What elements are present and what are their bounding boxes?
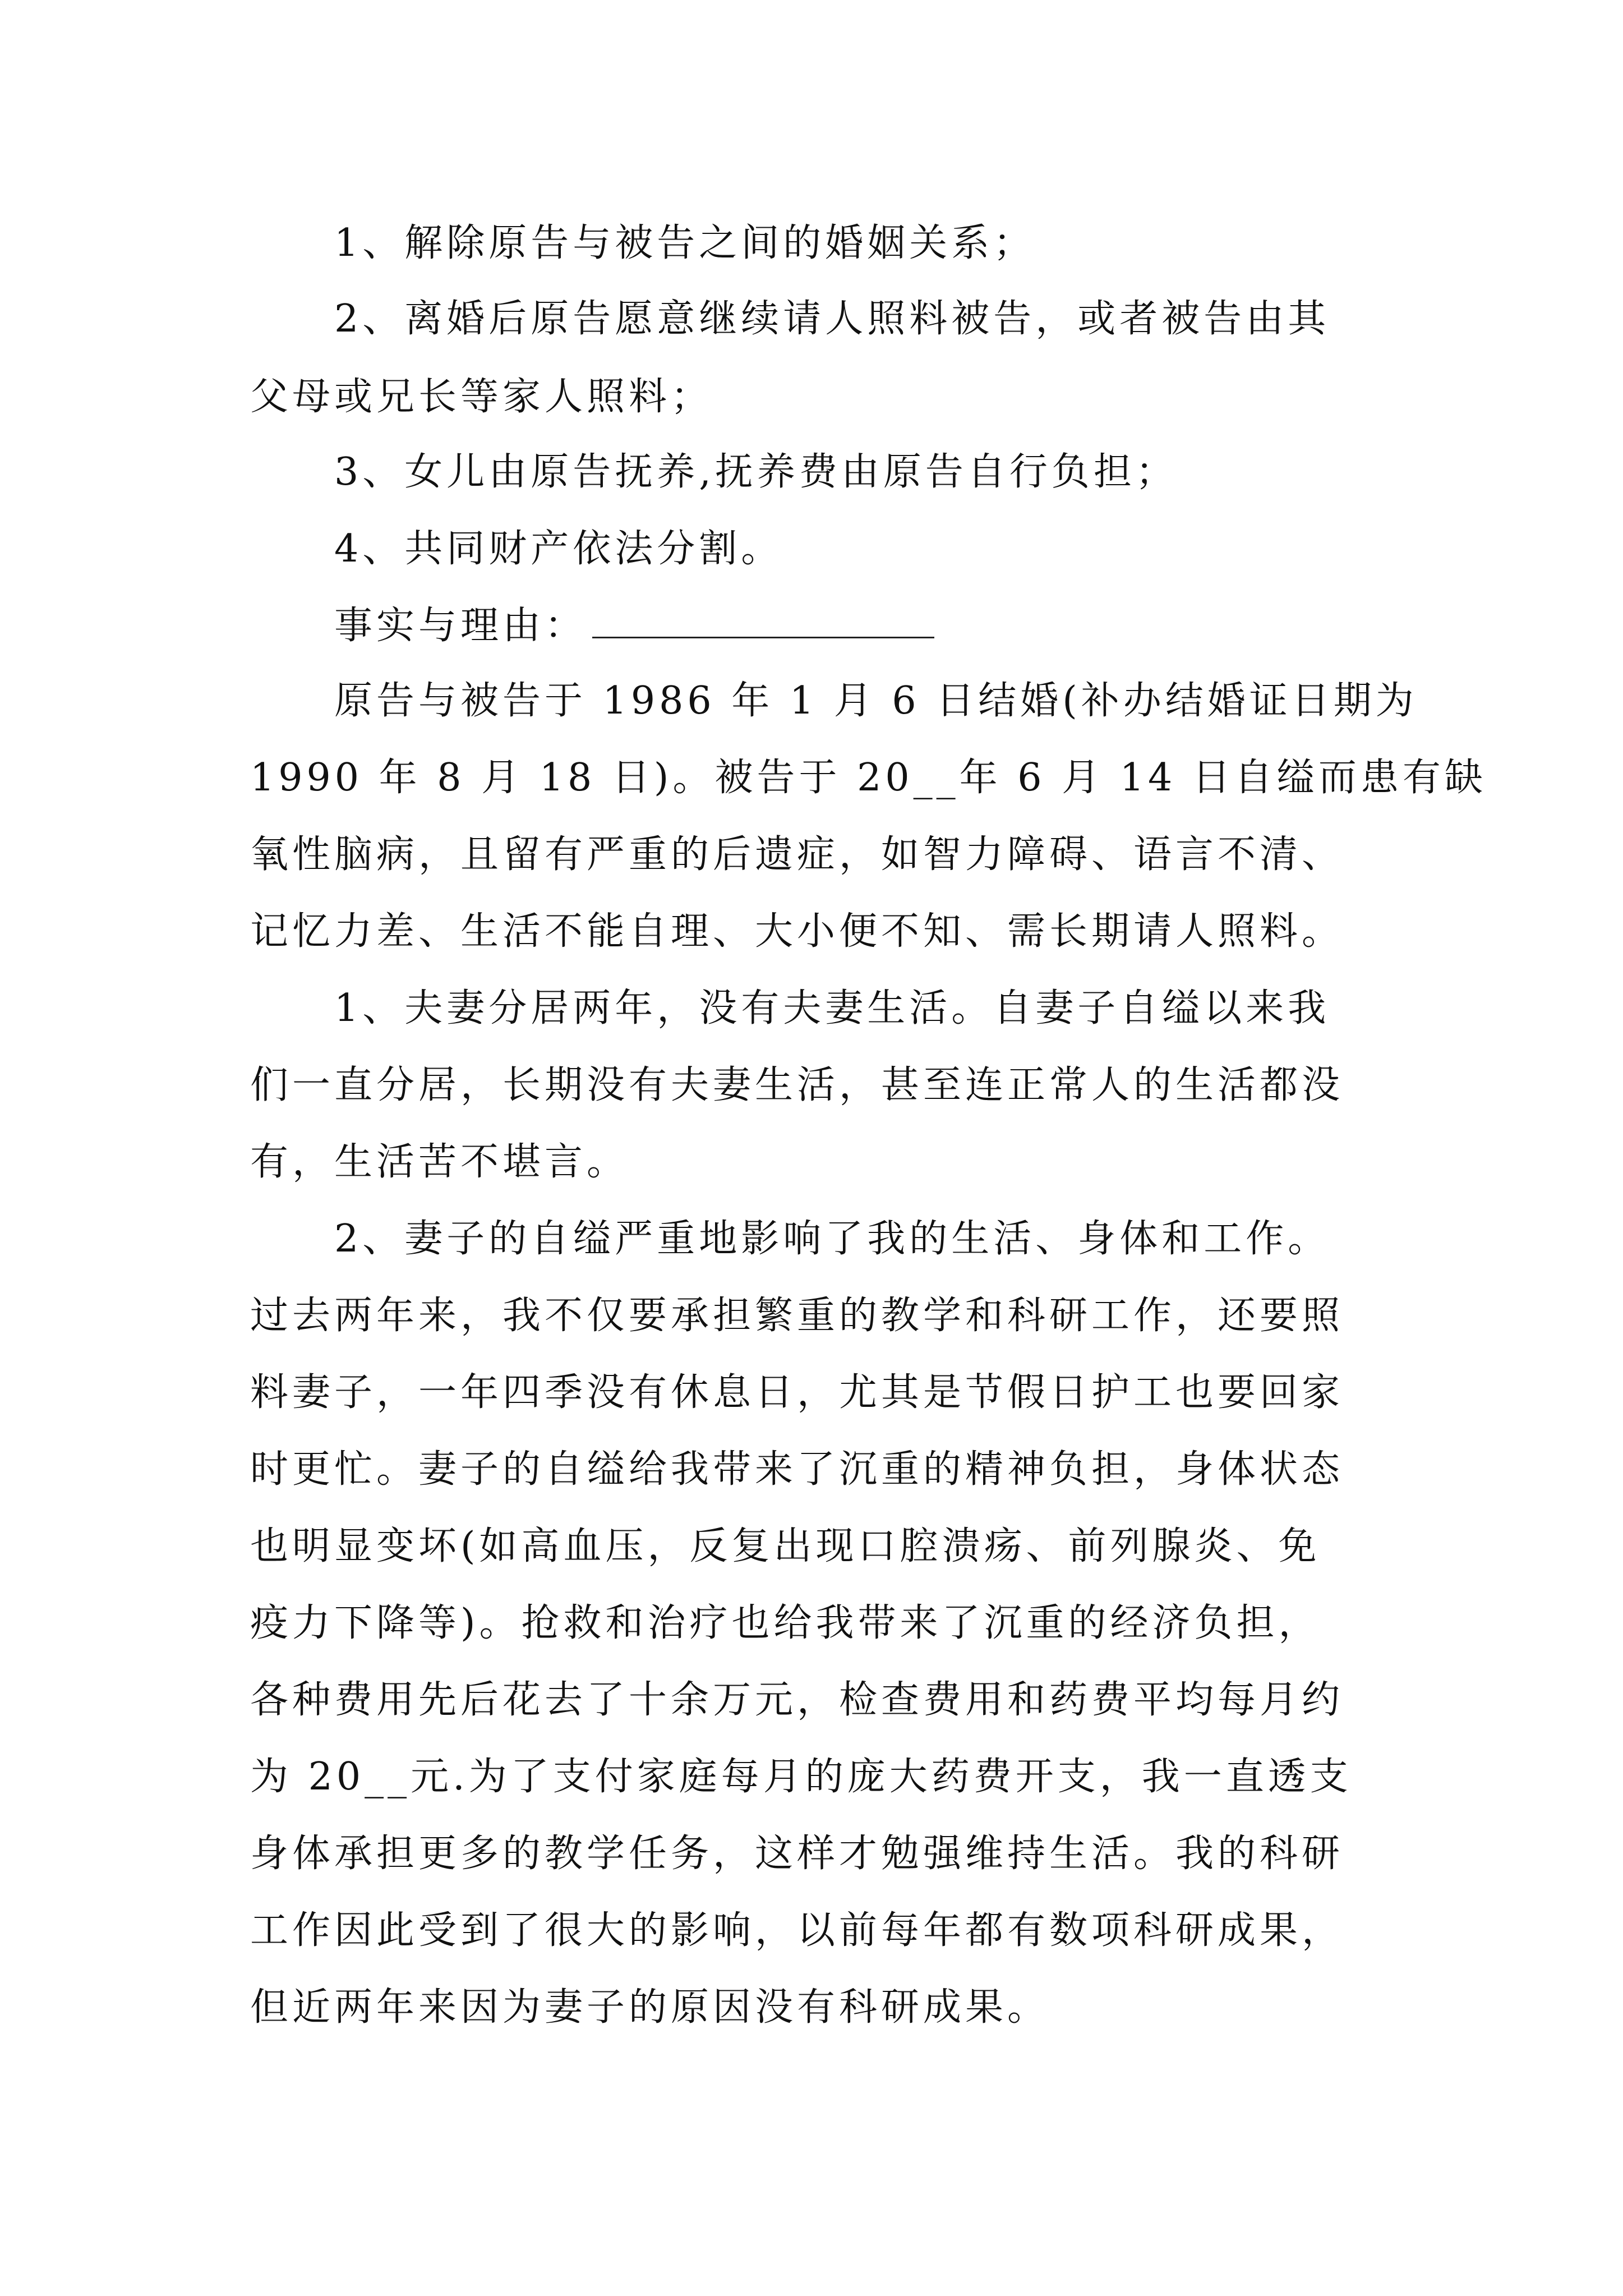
claim-4: 4、共同财产依法分割。	[334, 527, 783, 571]
facts-heading-label: 事实与理由：	[334, 604, 587, 648]
claim-1: 1、解除原告与被告之间的婚姻关系；	[334, 221, 1036, 265]
paragraph-1-line-1: 原告与被告于 1986 年 1 月 6 日结婚(补办结婚证日期为	[334, 679, 1418, 723]
paragraph-2-line-3: 有，生活苦不堪言。	[250, 1140, 629, 1184]
claim-2-line-1: 2、离婚后原告愿意继续请人照料被告，或者被告由其	[334, 297, 1330, 341]
fill-in-blank	[592, 637, 934, 638]
paragraph-1-line-4: 记忆力差、生活不能自理、大小便不知、需长期请人照料。	[250, 909, 1344, 954]
paragraph-3-line-9: 身体承担更多的教学任务，这样才勉强维持生活。我的科研	[250, 1832, 1344, 1876]
paragraph-3-line-11: 但近两年来因为妻子的原因没有科研成果。	[250, 1985, 1050, 2030]
paragraph-3-line-5: 也明显变坏(如高血压，反复出现口腔溃疡、前列腺炎、免	[250, 1524, 1321, 1568]
facts-heading	[334, 604, 934, 648]
paragraph-2-line-1: 1、夫妻分居两年，没有夫妻生活。自妻子自缢以来我	[334, 986, 1330, 1030]
paragraph-3-line-7: 各种费用先后花去了十余万元，检查费用和药费平均每月约	[250, 1678, 1344, 1722]
paragraph-2-line-2: 们一直分居，长期没有夫妻生活，甚至连正常人的生活都没	[250, 1063, 1344, 1107]
paragraph-3-line-6: 疫力下降等)。抢救和治疗也给我带来了沉重的经济负担，	[250, 1601, 1321, 1645]
paragraph-3-line-10: 工作因此受到了很大的影响，以前每年都有数项科研成果，	[250, 1908, 1344, 1953]
claim-2-line-2: 父母或兄长等家人照料；	[250, 375, 713, 419]
claim-3: 3、女儿由原告抚养,抚养费由原告自行负担；	[334, 450, 1178, 494]
paragraph-3-line-3: 料妻子，一年四季没有休息日，尤其是节假日护工也要回家	[250, 1370, 1344, 1415]
paragraph-3-line-1: 2、妻子的自缢严重地影响了我的生活、身体和工作。	[334, 1217, 1330, 1261]
paragraph-1-line-3: 氧性脑病，且留有严重的后遗症，如智力障碍、语言不清、	[250, 832, 1344, 877]
paragraph-3-line-2: 过去两年来，我不仅要承担繁重的教学和科研工作，还要照	[250, 1294, 1344, 1338]
paragraph-3-line-4: 时更忙。妻子的自缢给我带来了沉重的精神负担，身体状态	[250, 1447, 1344, 1492]
paragraph-1-line-2: 1990 年 8 月 18 日)。被告于 20__年 6 月 14 日自缢而患有缺	[250, 756, 1487, 800]
paragraph-3-line-8: 为 20__元.为了支付家庭每月的庞大药费开支，我一直透支	[250, 1755, 1352, 1799]
